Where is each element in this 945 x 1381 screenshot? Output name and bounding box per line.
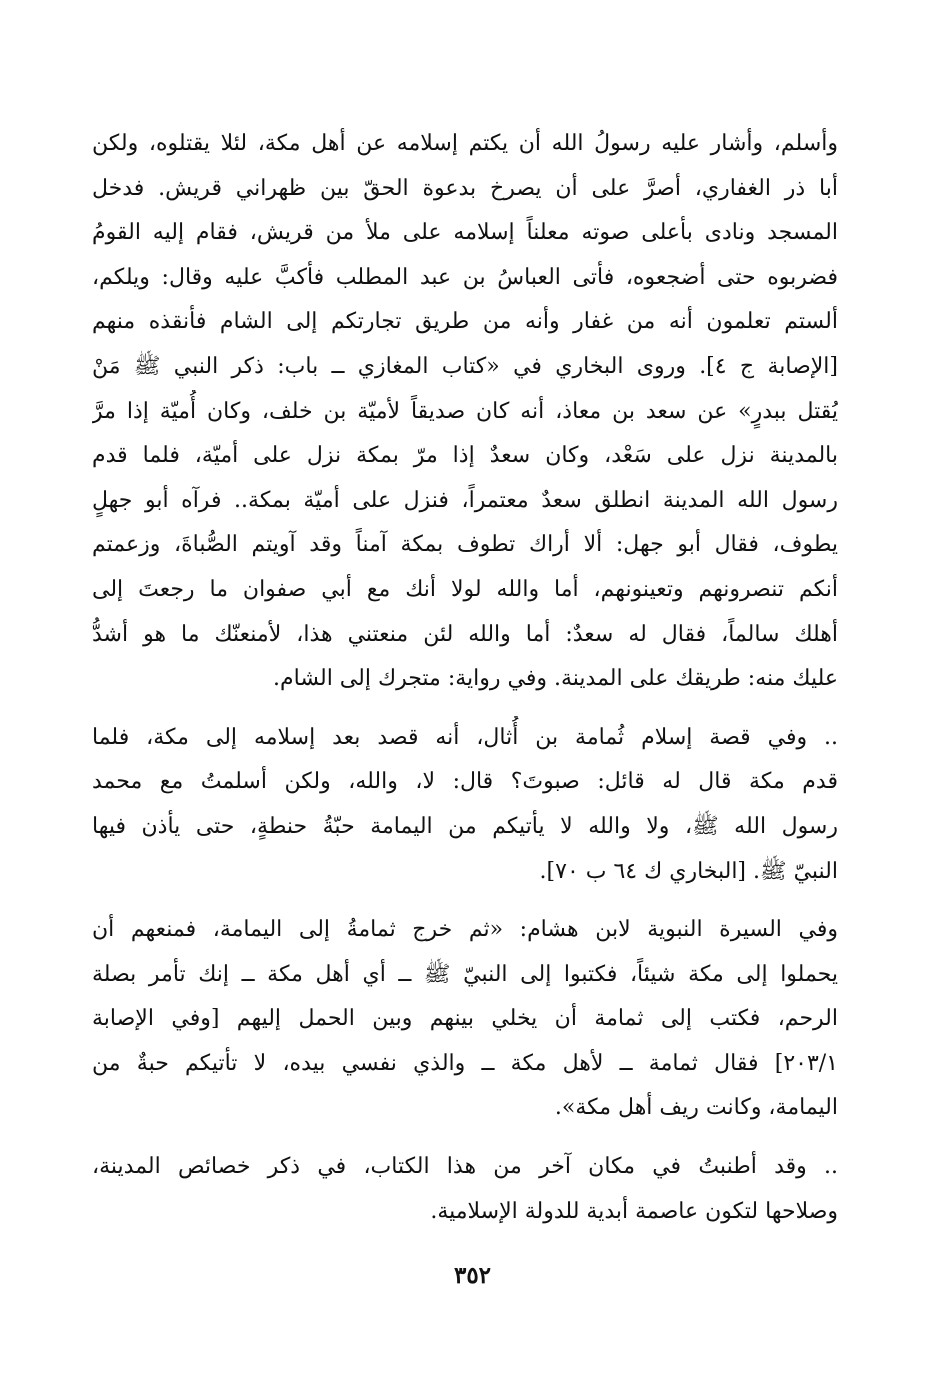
text-line: وفي السيرة النبوية لابن هشام: «ثم خرج ثمامةُ إلى اليمامة، فمنعهم أن <box>92 917 838 943</box>
text-line: وصلاحها لتكون عاصمة أبدية للدولة الإسلامية. <box>430 1198 838 1224</box>
page-number: ٣٥٢ <box>453 1262 492 1289</box>
text-line: الرحم، فكتب إلى ثمامة أن يخلي بينهم وبين الحمل إليهم [وفي الإصابة <box>92 1006 838 1032</box>
text-line: .. وقد أطنبتُ في مكان آخر من هذا الكتاب، في ذكر خصائص المدينة، <box>92 1154 838 1180</box>
text-line: المسجد ونادى بأعلى صوته معلناً إسلامه على ملأ من قريش، فقام إليه القومُ <box>92 220 838 246</box>
text-line: النبيّ ﷺ. [البخاري ك ٦٤ ب ٧٠]. <box>539 858 838 884</box>
page-body <box>92 122 838 1302</box>
text-line: عليك منه: طريقك على المدينة. وفي رواية: متجرك إلى الشام. <box>273 666 838 692</box>
text-line: رسول الله ﷺ، ولا والله لا يأتيكم من اليمامة حبّةُ حنطةٍ، حتى يأذن فيها <box>92 813 838 839</box>
text-line: ألستم تعلمون أنه من غفار وأنه من طريق تجارتكم إلى الشام فأنقذه منهم <box>92 309 838 335</box>
text-line: فضربوه حتى أضجعوه، فأتى العباسُ بن عبد المطلب فأكبَّ عليه وقال: ويلكم، <box>92 264 838 290</box>
text-line: أبا ذر الغفاري، أصرَّ على أن يصرخ بدعوة الحقّ بين ظهراني قريش. فدخل <box>92 175 838 201</box>
paragraph-2 <box>92 716 838 894</box>
paragraph-4 <box>92 1145 838 1234</box>
text-line: أهلك سالماً، فقال له سعدٌ: أما والله لئن منعتني هذا، لأمنعنّك ما هو أشدُّ <box>92 621 838 647</box>
paragraph-1 <box>92 122 838 702</box>
text-line: [الإصابة ج ٤]. وروى البخاري في «كتاب المغازي ــ باب: ذكر النبي ﷺ مَنْ <box>92 353 838 379</box>
text-line: .. وفي قصة إسلام ثُمامة بن أُثال، أنه قصد بعد إسلامه إلى مكة، فلما <box>92 724 838 750</box>
text-line: يُقتل ببدرٍ» عن سعد بن معاذ، أنه كان صديقاً لأميّة بن خلف، وكان أُميّة إذا مرَّ <box>92 398 838 424</box>
text-line: يحملوا إلى مكة شيئاً، فكتبوا إلى النبيّ ﷺ ــ أي أهل مكة ــ إنك تأمر بصلة <box>92 961 838 987</box>
text-line: بالمدينة نزل على سَعْد، وكان سعدٌ إذا مرّ بمكة نزل على أميّة، فلما قدم <box>92 443 838 469</box>
text-line: أنكم تنصرونهم وتعينونهم، أما والله لولا أنك مع أبي صفوان ما رجعتَ إلى <box>92 576 838 602</box>
paragraph-gap <box>92 702 838 716</box>
text-line: رسول الله المدينة انطلق سعدٌ معتمراً، فنزل على أميّة بمكة.. فرآه أبو جهلٍ <box>92 487 838 513</box>
text-line: وأسلم، وأشار عليه رسولُ الله أن يكتم إسلامه عن أهل مكة، لئلا يقتلوه، ولكن <box>92 131 838 156</box>
paragraph-3 <box>92 908 838 1131</box>
paragraph-gap <box>92 894 838 908</box>
paragraph-gap <box>92 1131 838 1145</box>
text-line: اليمامة، وكانت ريف أهل مكة». <box>554 1095 838 1121</box>
text-line: قدم مكة قال له قائل: صبوتَ؟ قال: لا، والله، ولكن أسلمتُ مع محمد <box>92 769 838 795</box>
text-line: يطوف، فقال أبو جهل: ألا أراك تطوف بمكة آمناً وقد آويتم الصُّباةَ، وزعمتم <box>92 532 838 558</box>
text-line: ٢٠٣/١] فقال ثمامة ــ لأهل مكة ــ والذي نفسي بيده، لا تأتيكم حبةٌ من <box>92 1050 838 1076</box>
